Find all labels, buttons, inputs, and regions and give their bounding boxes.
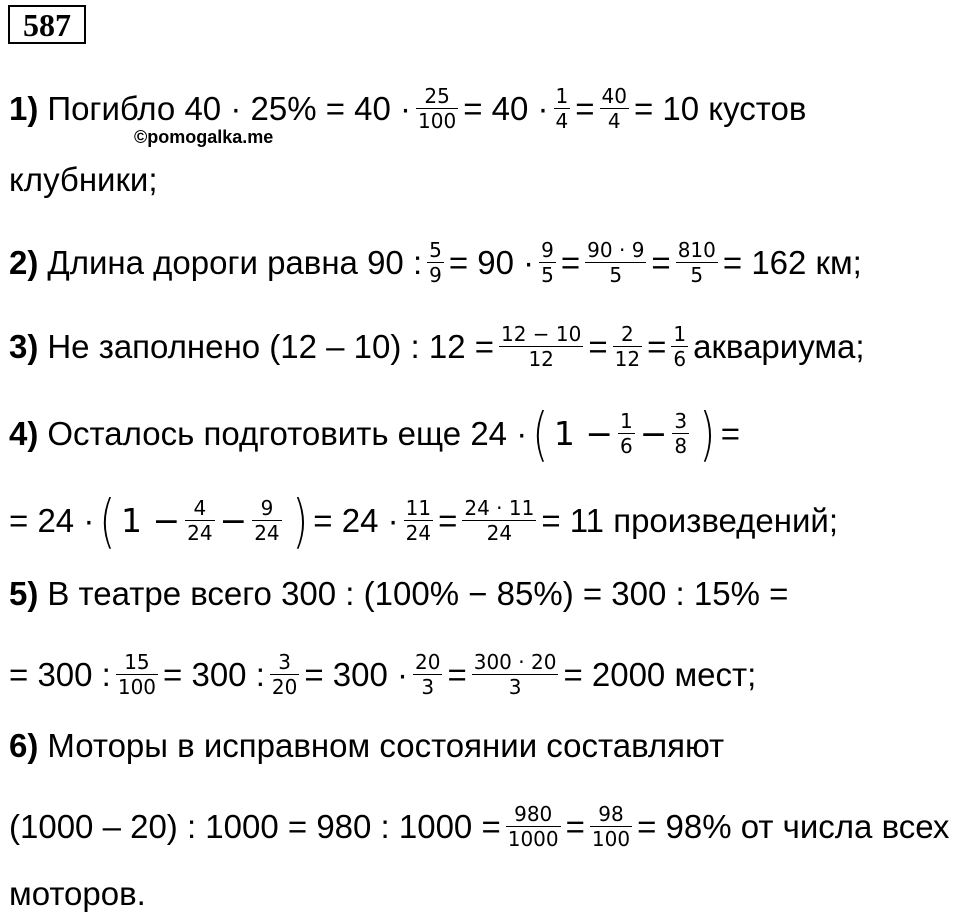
watermark: ©pomogalka.me [134,127,274,147]
text: = 90 · [448,243,535,281]
text: = [565,807,585,845]
fraction [252,496,281,545]
numerator: 90 · 9 [587,238,645,262]
fraction [676,238,718,287]
text: = 98% от числа всех [637,807,950,845]
solution-1-line-2 [9,160,158,200]
denominator: 12 [528,347,554,371]
denominator: 12 [614,347,641,371]
fraction [554,84,571,133]
denominator: 5 [690,263,704,287]
denominator: 8 [674,434,688,458]
denominator: 6 [619,434,633,458]
numerator: 2 [621,322,634,346]
text: = 40 · [463,89,549,127]
item-number: 1) [9,89,39,127]
fraction [116,650,158,699]
fraction [416,84,458,133]
numerator: 20 [415,650,441,674]
task-number-box [8,5,86,44]
numerator: 15 [124,650,150,674]
fraction [618,409,635,458]
item-number: 2) [9,243,39,281]
text: аквариума; [693,327,865,365]
fraction [185,496,214,545]
numerator: 9 [541,238,554,262]
text: = 11 произведений; [541,501,838,539]
denominator: 9 [429,263,442,287]
numerator: 1 [619,409,633,433]
denominator: 5 [541,263,554,287]
solution-6-line-1 [9,726,724,766]
numerator: 4 [193,496,207,520]
fraction [270,650,299,699]
text: = [647,327,667,365]
text: Не заполнено (12 – 10) : 12 = [47,327,494,365]
text: = [575,89,595,127]
denominator: 1000 [507,827,559,851]
item-number: 4) [9,414,39,452]
numerator: 9 [260,496,274,520]
numerator: 5 [429,238,442,262]
numerator: 98 [598,802,624,826]
text: Погибло 40 · 25% = 40 · [47,89,412,127]
text: клубники; [9,161,158,198]
text: = 10 кустов [633,89,807,127]
fraction [404,496,433,545]
denominator: 3 [508,675,522,699]
text: = 162 км; [722,243,862,281]
fraction [671,322,688,371]
numerator: 980 [514,802,553,826]
task-number: 587 [23,6,71,43]
numerator: 12 − 10 [501,322,582,346]
text: 1 − [120,500,181,540]
fraction [539,238,556,287]
text: Моторы в исправном состоянии составляют [47,727,725,764]
text: моторов. [9,875,146,912]
solution-6-line-2 [9,802,949,851]
denominator: 24 [254,521,280,545]
numerator: 40 [601,84,627,108]
numerator: 11 [405,496,432,520]
text: = 300 : [9,655,111,693]
numerator: 3 [278,650,291,674]
numerator: 25 [424,84,450,108]
text: = [560,243,581,281]
right-parenthesis: ) [699,399,716,468]
text: = [720,414,741,452]
solution-1-line-1 [9,84,806,133]
numerator: 3 [674,409,688,433]
denominator: 24 [486,521,513,545]
denominator: 24 [405,521,432,545]
denominator: 6 [673,347,687,371]
item-number: 5) [9,575,39,612]
item-number: 6) [9,727,39,764]
denominator: 4 [555,109,569,133]
fraction [499,322,583,371]
denominator: 5 [609,263,623,287]
fraction [585,238,646,287]
fraction [427,238,444,287]
text: В театре всего 300 : (100% − 85%) = 300 : 15% = [47,575,789,612]
fraction [600,84,629,133]
text: = 300 : [163,655,265,693]
numerator: 1 [555,84,569,108]
fraction [462,496,536,545]
solution-6-line-3 [9,874,146,914]
fraction [672,409,689,458]
text: Длина дороги равна 90 : [47,243,423,281]
denominator: 100 [117,675,157,699]
text: = 24 · [9,501,95,539]
fraction [506,802,561,851]
item-number: 3) [9,327,39,365]
numerator: 24 · 11 [464,496,535,520]
fraction [413,650,442,699]
text: = 2000 мест; [563,655,757,693]
left-parenthesis: ( [99,486,116,555]
solution-4-line-2 [9,486,838,555]
denominator: 100 [418,109,457,133]
denominator: 4 [607,109,621,133]
denominator: 24 [187,521,213,545]
left-parenthesis: ( [532,399,549,468]
numerator: 810 [677,238,716,262]
solution-5-line-2 [9,650,756,699]
denominator: 20 [271,675,298,699]
text: − [219,500,248,540]
solution-5-line-1 [9,574,788,614]
text: = 24 · [313,501,399,539]
text: 1 − [553,413,613,453]
text: = [651,243,671,281]
fraction [613,322,642,371]
fraction [472,650,559,699]
text: = [438,501,458,539]
text: = [588,327,608,365]
text: − [639,413,668,453]
text: (1000 – 20) : 1000 = 980 : 1000 = [9,807,501,845]
numerator: 1 [673,322,687,346]
right-parenthesis: ) [292,486,308,555]
text: = 300 · [304,655,408,693]
numerator: 300 · 20 [473,650,557,674]
text: = [447,655,467,693]
denominator: 3 [421,675,435,699]
solution-3 [9,322,865,371]
solution-4-line-1 [9,399,741,468]
text: Осталось подготовить еще 24 · [47,414,528,452]
denominator: 100 [591,827,631,851]
solution-2 [9,238,862,287]
fraction [590,802,632,851]
